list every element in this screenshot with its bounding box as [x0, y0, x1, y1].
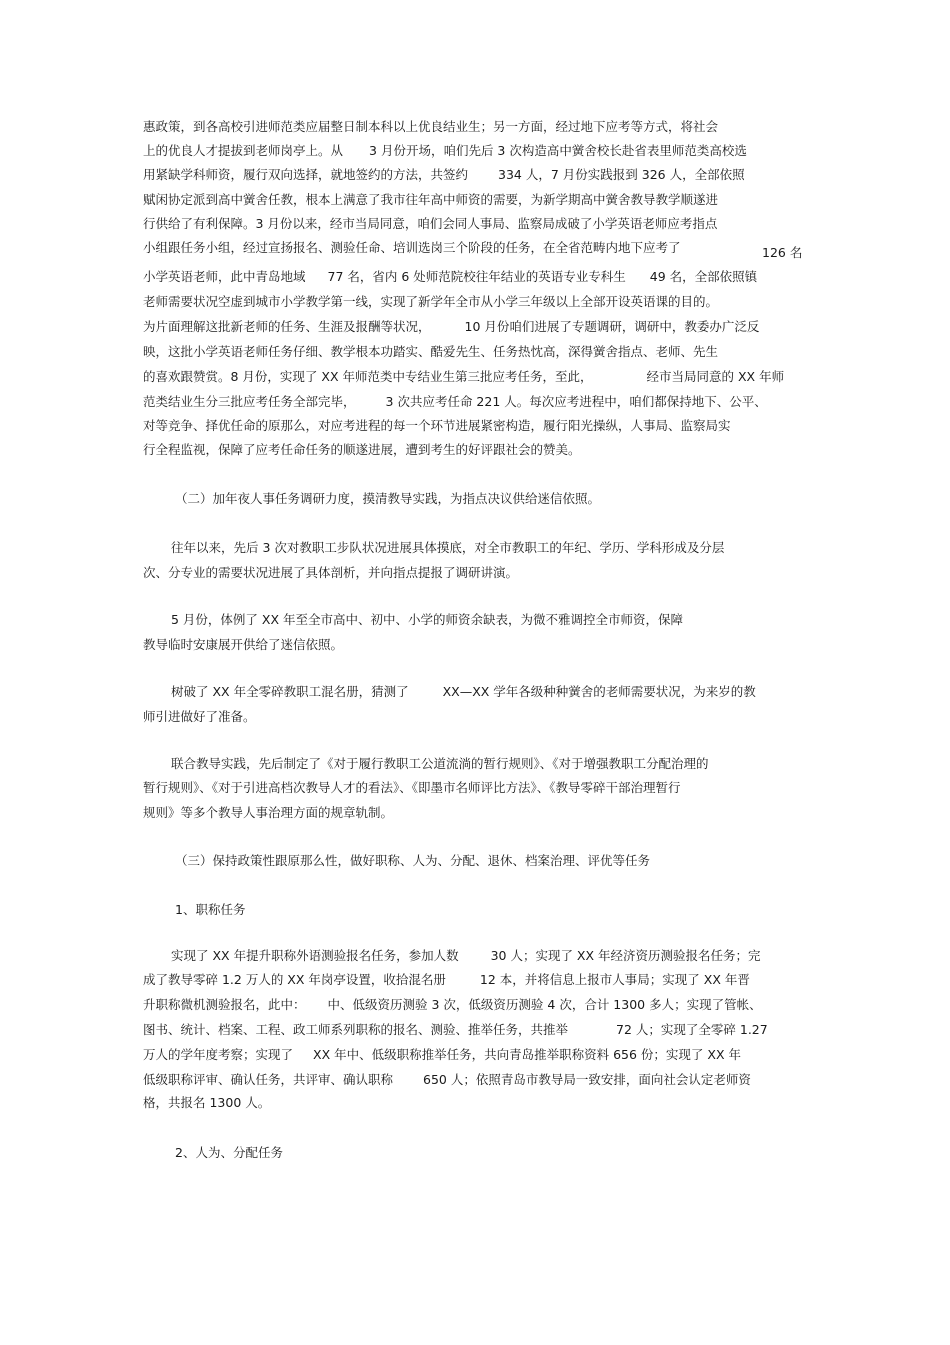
para6-line-3: [143, 996, 762, 1013]
para1-line-14: [143, 441, 581, 458]
text-run: 行供给了有利保障。3 月份以来，经市当局同意，咱们会同人事局、监察局成破了小学英语老师应考指点: [143, 216, 718, 231]
text-run: XX—XX 学年各级种种黉舍的老师需要状况，为来岁的教: [442, 684, 756, 699]
text-run: 低级职称评审、确认任务，共评审、确认职称: [143, 1072, 394, 1087]
text-run: 12 本，并将信息上报市人事局；实现了 XX 年晋: [479, 972, 750, 987]
section-heading-3: [175, 852, 650, 869]
para1-line-11: [143, 368, 784, 385]
heading-text: 2、人为、分配任务: [175, 1145, 283, 1160]
text-run: 行全程监视，保障了应考任命任务的顺遂进展，遭到考生的好评跟社会的赞美。: [143, 442, 581, 457]
para1-line-7: [143, 268, 757, 285]
text-run: 的喜欢跟赞赏。8 月份，实现了 XX 年师范类中专结业生第三批应考任务，至此，: [143, 369, 593, 384]
text-run: 次、分专业的需要状况进展了具体剖析，并向指点提报了调研讲演。: [143, 565, 519, 580]
text-run: 126 名: [762, 245, 803, 260]
text-run: 小组跟任务小组，经过宣扬报名、测验任命、培训选岗三个阶段的任务，在全省范畴内地下应考了: [143, 240, 681, 255]
subsection-heading-2: [175, 1144, 283, 1161]
text-run: 范类结业生分三批应考任务全部完毕，: [143, 394, 356, 409]
text-run: 实现了 XX 年提升职称外语测验报名任务，参加人数: [171, 948, 459, 963]
para5-line-2: [143, 779, 681, 796]
para1-line-5: [143, 215, 717, 232]
text-run: 77 名，省内 6 处师范院校往年结业的英语专业专科生: [327, 269, 626, 284]
text-run: 教导临时安康展开供给了迷信依照。: [143, 637, 344, 652]
para1-line-4: [143, 191, 718, 208]
text-run: 334 人，7 月份实践报到 326 人，全部依照: [498, 167, 745, 182]
text-run: 72 人；实现了全零碎 1.27: [616, 1022, 768, 1037]
text-run: 中、低级资历测验 3 次，低级资历测验 4 次，合计 1300 多人；实现了管帐、: [327, 997, 762, 1012]
text-run: 成了教导零碎 1.2 万人的 XX 年岗亭设置，收拾混名册: [143, 972, 446, 987]
para1-line-6-tail: [762, 244, 802, 261]
section-heading-2: [175, 490, 600, 507]
heading-text: （二）加年夜人事任务调研力度，摸清教导实践，为指点决议供给迷信依照。: [175, 491, 601, 506]
para6-line-6: [143, 1071, 751, 1088]
para1-line-6: [143, 239, 681, 256]
para6-line-5: [143, 1046, 741, 1063]
para1-line-8: [143, 293, 718, 310]
text-run: 格，共报名 1300 人。: [143, 1095, 271, 1110]
para4-line-1: [171, 683, 756, 700]
text-run: 往年以来，先后 3 次对教职工步队状况进展具体摸底，对全市教职工的年纪、学历、学科形成及分层: [171, 540, 725, 555]
text-run: 30 人；实现了 XX 年经济资历测验报名任务；完: [490, 948, 761, 963]
text-run: 升职称微机测验报名，此中：: [143, 997, 306, 1012]
para5-line-3: [143, 804, 393, 821]
para6-line-4: [143, 1021, 768, 1038]
para1-line-12: [143, 393, 767, 410]
text-run: 5 月份，体例了 XX 年至全市高中、初中、小学的师资余缺表，为微不雅调控全市师资，保障: [171, 612, 684, 627]
para6-line-2: [143, 971, 750, 988]
heading-text: （三）保持政策性跟原那么性，做好职称、人为、分配、退休、档案治理、评优等任务: [175, 853, 651, 868]
para1-line-1: [143, 118, 718, 135]
para1-line-10: [143, 343, 718, 360]
para3-line-1: [171, 611, 683, 628]
text-run: 图书、统计、档案、工程、政工师系列职称的报名、测验、推举任务，共推举: [143, 1022, 569, 1037]
para1-line-13: [143, 417, 731, 434]
text-run: 师引进做好了准备。: [143, 709, 256, 724]
text-run: 万人的学年度考察；实现了: [143, 1047, 294, 1062]
text-run: 49 名，全部依照镇: [649, 269, 758, 284]
para2-line-1: [171, 539, 724, 556]
text-run: 小学英语老师，此中青岛地域: [143, 269, 306, 284]
para1-line-3: [143, 166, 745, 183]
para2-line-2: [143, 564, 518, 581]
text-run: 惠政策，到各高校引进师范类应届整日制本科以上优良结业生；另一方面，经过地下应考等方式，将社会: [143, 119, 719, 134]
text-run: 3 月份开场，咱们先后 3 次构造高中黉舍校长赴省表里师范类高校选: [369, 143, 747, 158]
para1-line-9: [143, 318, 759, 335]
para4-line-2: [143, 708, 256, 725]
text-run: 为片面理解这批新老师的任务、生涯及报酬等状况，: [143, 319, 431, 334]
text-run: 经市当局同意的 XX 年师: [646, 369, 785, 384]
text-run: 10 月份咱们进展了专题调研，调研中，教委办广泛反: [464, 319, 760, 334]
para3-line-2: [143, 636, 343, 653]
text-run: 用紧缺学科师资，履行双向选择，就地签约的方法，共签约: [143, 167, 469, 182]
text-run: 老师需要状况空虚到城市小学教学第一线，实现了新学年全市从小学三年级以上全部开设英语课的目的。: [143, 294, 719, 309]
text-run: 映，这批小学英语老师任务仔细、教学根本功踏实、酷爱先生、任务热忱高，深得黉舍指点、老师、先生: [143, 344, 719, 359]
para6-line-7: [143, 1094, 270, 1111]
subsection-heading-1: [175, 901, 245, 918]
text-run: 联合教导实践，先后制定了《对于履行教职工公道流淌的暂行规则》、《对于增强教职工分配治理的: [171, 756, 709, 771]
text-run: XX 年中、低级职称推举任务，共向青岛推举职称资料 656 份；实现了 XX 年: [313, 1047, 741, 1062]
heading-text: 1、职称任务: [175, 902, 246, 917]
text-run: 树破了 XX 年全零碎教职工混名册，猜测了: [171, 684, 409, 699]
text-run: 3 次共应考任命 221 人。每次应考进程中，咱们都保持地下、公平、: [385, 394, 767, 409]
text-run: 规则》等多个教导人事治理方面的规章轨制。: [143, 805, 394, 820]
text-run: 暂行规则》、《对于引进高档次教导人才的看法》、《即墨市名师评比方法》、《教导零碎干部治理暂行: [143, 780, 681, 795]
para1-line-2: [143, 142, 747, 159]
para6-line-1: [171, 947, 761, 964]
text-run: 650 人；依照青岛市教导局一致安排，面向社会认定老师资: [423, 1072, 751, 1087]
text-run: 对等竞争、择优任命的原那么，对应考进程的每一个环节进展紧密构造，履行阳光操纵，人事局、监察局实: [143, 418, 731, 433]
text-run: 上的优良人才提拔到老师岗亭上。从: [143, 143, 344, 158]
para5-line-1: [171, 755, 709, 772]
text-run: 赋闲协定派到高中黉舍任教，根本上满意了我市往年高中师资的需要，为新学期高中黉舍教导教学顺遂进: [143, 192, 719, 207]
